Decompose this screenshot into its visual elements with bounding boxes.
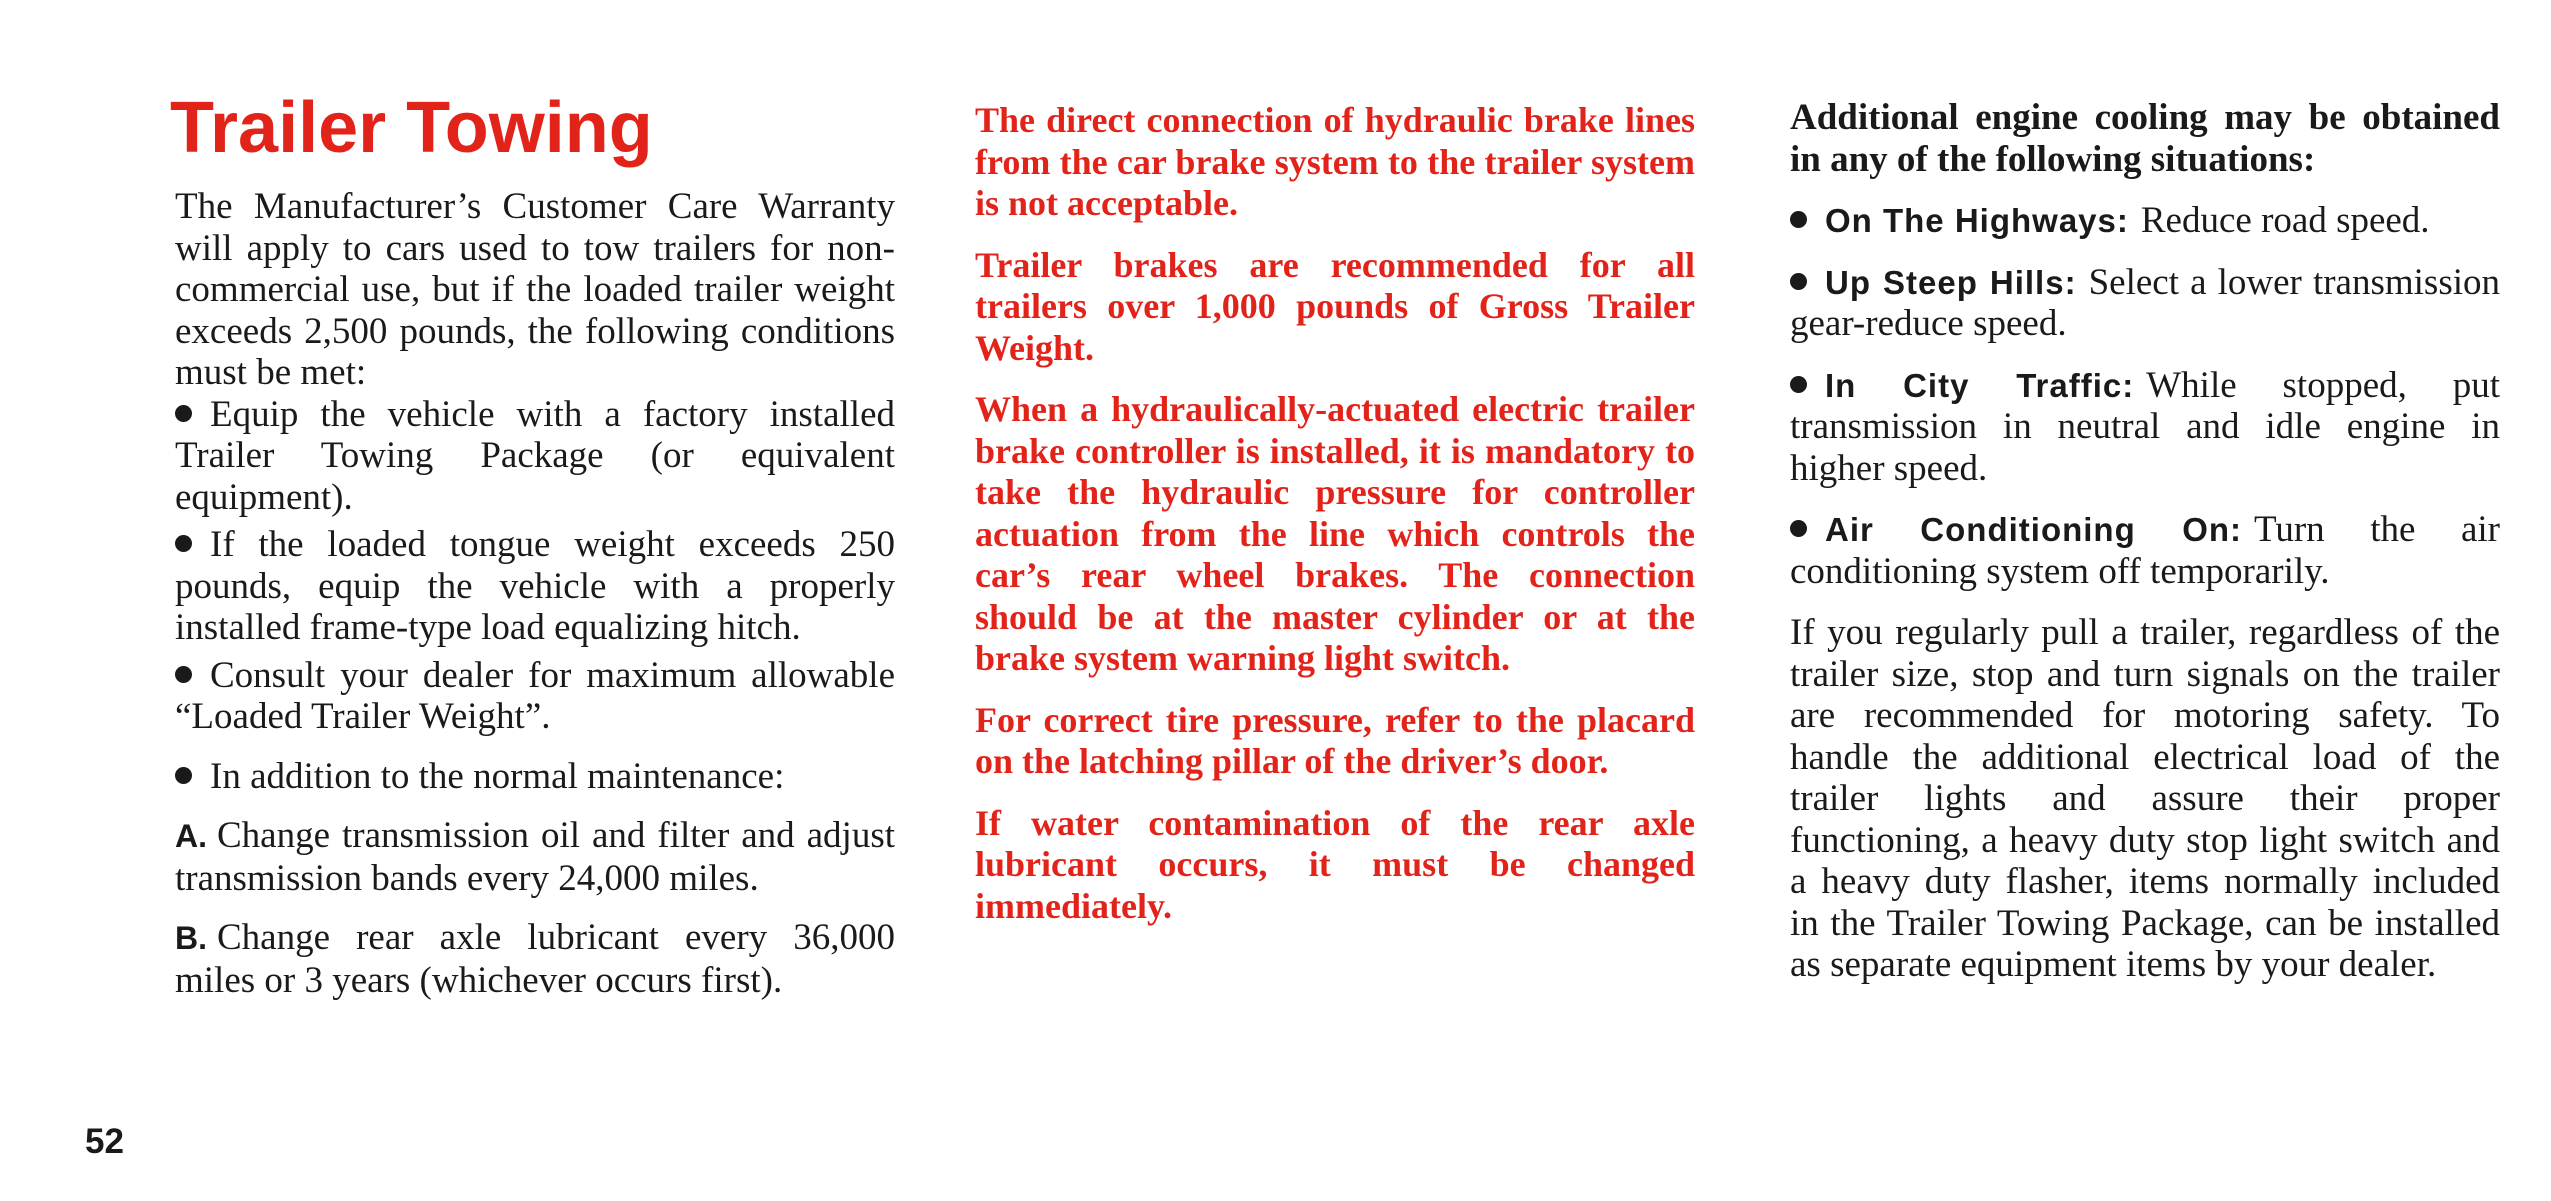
situation-lead: In City Traffic: — [1825, 366, 2135, 404]
maintenance-item-a — [175, 815, 895, 899]
notice-paragraph: Trailer brakes are recommended for all trailers over 1,000 pounds of Gross Trailer Weight. — [975, 244, 1695, 368]
column-warranty-conditions — [175, 186, 895, 1001]
bullet-icon — [1790, 211, 1807, 228]
bullet-icon — [175, 767, 192, 784]
maintenance-item-b — [175, 917, 895, 1001]
situation-text: Turn the air conditioning system off temporarily. — [1790, 509, 2500, 592]
bullet-icon — [1790, 520, 1807, 537]
bullet-text: Consult your dealer for maximum allowable “Loaded Trailer Weight”. — [175, 654, 895, 737]
situation-text: Select a lower transmission gear-reduce speed. — [1790, 261, 2500, 344]
page-title: Trailer Towing — [170, 88, 653, 168]
page-number: 52 — [85, 1122, 124, 1161]
bullet-item — [175, 394, 895, 519]
bullet-text: In addition to the normal maintenance: — [210, 755, 785, 797]
column-brake-notices — [975, 100, 1695, 927]
bullet-icon — [175, 535, 192, 552]
column-engine-cooling — [1790, 97, 2500, 986]
bullet-item — [175, 655, 895, 738]
item-text: Change rear axle lubricant every 36,000 miles or 3 years (whichever occurs first). — [175, 917, 895, 1001]
closing-paragraph: If you regularly pull a trailer, regardless of the trailer size, stop and turn signals on the trailer are recommended for motoring safety. To handle the additional electrical load of the trailer lights and assure their proper functioning, a heavy duty stop light switch and a heavy duty flasher, items normally included in the Trailer Towing Package, can be installed as separate equipment items by your dealer. — [1790, 612, 2500, 985]
situation-item — [1790, 509, 2500, 592]
situation-item — [1790, 365, 2500, 490]
item-text: Change transmission oil and filter and adjust transmission bands every 24,000 miles. — [175, 815, 895, 899]
notice-paragraph: When a hydraulically-actuated electric trailer brake controller is installed, it is mandatory to take the hydraulic pressure for controller actuation from the line which controls the car’s rear wheel brakes. The connection should be at the master cylinder or at the brake system warning light switch. — [975, 389, 1695, 678]
situation-text: Reduce road speed. — [2140, 200, 2430, 241]
situation-item — [1790, 262, 2500, 345]
notice-paragraph: If water contamination of the rear axle lubricant occurs, it must be changed immediately. — [975, 802, 1695, 926]
bullet-icon — [175, 405, 192, 422]
situation-item — [1790, 200, 2500, 242]
bullet-icon — [175, 666, 192, 683]
bullet-icon — [1790, 273, 1807, 290]
item-letter: A. — [175, 818, 207, 854]
notice-paragraph: The direct connection of hydraulic brake lines from the car brake system to the trailer system is not acceptable. — [975, 100, 1695, 223]
bullet-text: If the loaded tongue weight exceeds 250 pounds, equip the vehicle with a properly installed frame-type load equalizing hitch. — [175, 524, 895, 648]
item-letter: B. — [175, 920, 207, 956]
situation-lead: Up Steep Hills: — [1825, 263, 2077, 301]
bullet-item — [175, 524, 895, 649]
situation-text: While stopped, put transmission in neutral and idle engine in higher speed. — [1790, 364, 2500, 489]
bullet-text: Equip the vehicle with a factory installed Trailer Towing Package (or equivalent equipment). — [175, 393, 895, 518]
cooling-intro: Additional engine cooling may be obtained in any of the following situations: — [1790, 97, 2500, 180]
bullet-icon — [1790, 376, 1807, 393]
situation-lead: Air Conditioning On: — [1825, 511, 2243, 548]
notice-paragraph: For correct tire pressure, refer to the placard on the latching pillar of the driver’s door. — [975, 699, 1695, 781]
warranty-intro: The Manufacturer’s Customer Care Warranty will apply to cars used to tow trailers for non-commercial use, but if the loaded trailer weight exceeds 2,500 pounds, the following conditions must be met: — [175, 186, 895, 393]
situation-lead: On The Highways: — [1825, 202, 2129, 239]
bullet-item — [175, 756, 895, 798]
